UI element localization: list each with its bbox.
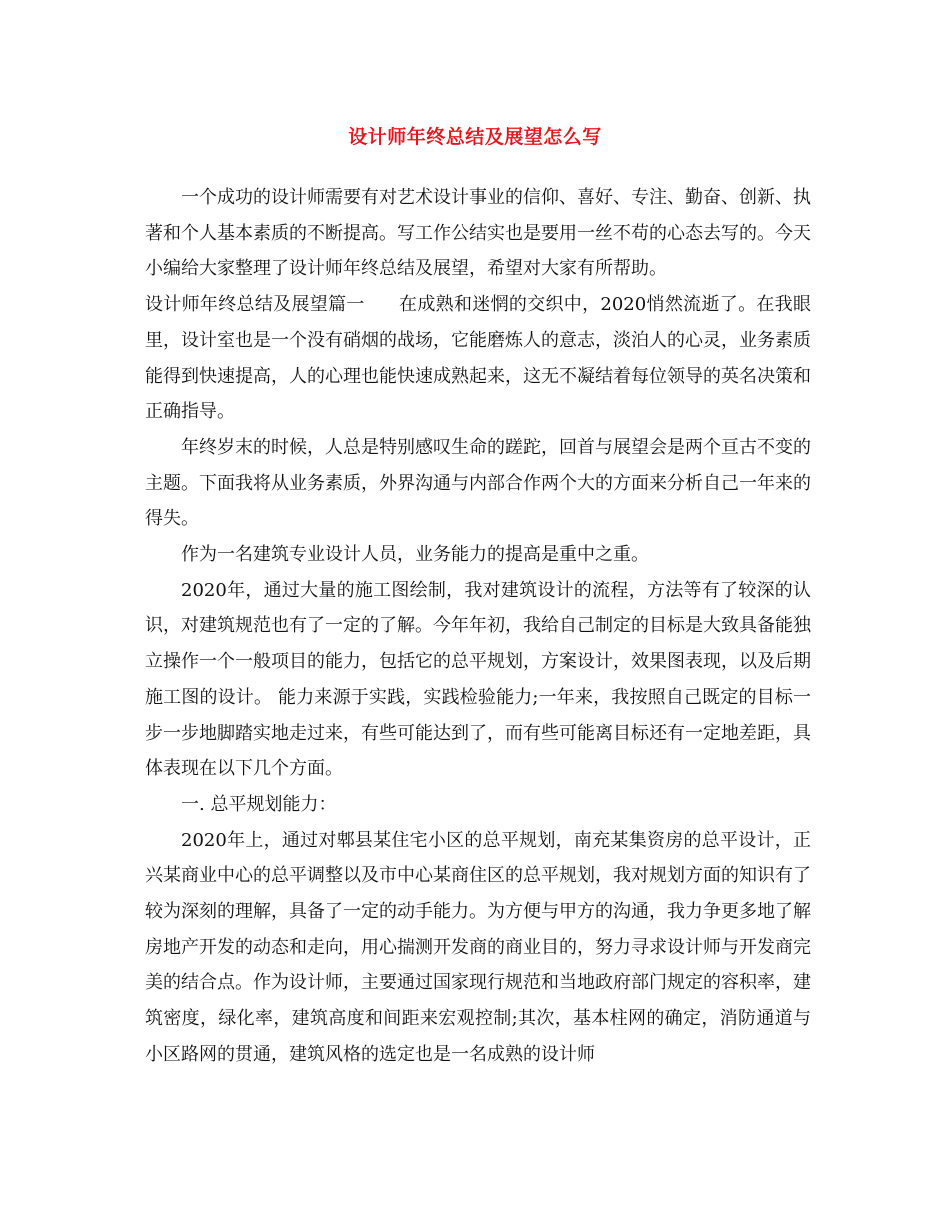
body-paragraph-1: 年终岁末的时候，人总是特别感叹生命的蹉跎，回首与展望会是两个亘古不变的主题。下面我将从业务素质，外界沟通与内部合作两个大的方面来分析自己一年来的得失。	[145, 436, 811, 530]
subsection-heading: 一. 总平规划能力：	[181, 793, 337, 815]
section-heading: 设计师年终总结及展望篇一	[145, 294, 365, 316]
body-paragraph-2: 作为一名建筑专业设计人员，业务能力的提高是重中之重。	[181, 544, 649, 566]
document-body	[145, 180, 811, 1073]
document-title: 设计师年终总结及展望怎么写	[348, 126, 602, 148]
body-paragraph-4: 2020年上，通过对郫县某住宅小区的总平规划，南充某集资房的总平设计，正兴某商业中心的总平调整以及市中心某商住区的总平规划，我对规划方面的知识有了较为深刻的理解，具备了一定的动手能力。为方便与甲方的沟通，我力争更多地了解房地产开发的动态和走向，用心揣测开发商的商业目的，努力寻求设计师与开发商完美的结合点。作为设计师，主要通过国家现行规范和当地政府部门规定的容积率，建筑密度，绿化率，建筑高度和间距来宏观控制;其次，基本柱网的确定，消防通道与小区路网的贯通，建筑风格的选定也是一名成熟的设计师	[145, 829, 811, 1065]
intro-paragraph: 一个成功的设计师需要有对艺术设计事业的信仰、喜好、专注、勤奋、创新、执著和个人基本素质的不断提高。写工作公结实也是要用一丝不苟的心态去写的。今天小编给大家整理了设计师年终总结及展望，希望对大家有所帮助。	[145, 187, 811, 280]
section-lead-text: 在成熟和迷惘的交织中，2020悄然流逝了。在我眼里，设计室也是一个没有硝烟的战场，它能磨炼人的意志，淡泊人的心灵，业务素质能得到快速提高，人的心理也能快速成熟起来，这无不凝结着每位领导的英名决策和正确指导。	[145, 294, 811, 423]
section-paragraph	[145, 287, 811, 430]
body-paragraph-3: 2020年，通过大量的施工图绘制，我对建筑设计的流程，方法等有了较深的认识，对建筑规范也有了一定的了解。今年年初，我给自己制定的目标是大致具备能独立操作一个一般项目的能力，包括它的总平规划，方案设计，效果图表现，以及后期施工图的设计。 能力来源于实践，实践检验能力;一年来，我按照自己既定的目标一步一步地脚踏实地走过来，有些可能达到了，而有些可能离目标还有一定地差距，具体表现在以下几个方面。	[145, 579, 811, 780]
